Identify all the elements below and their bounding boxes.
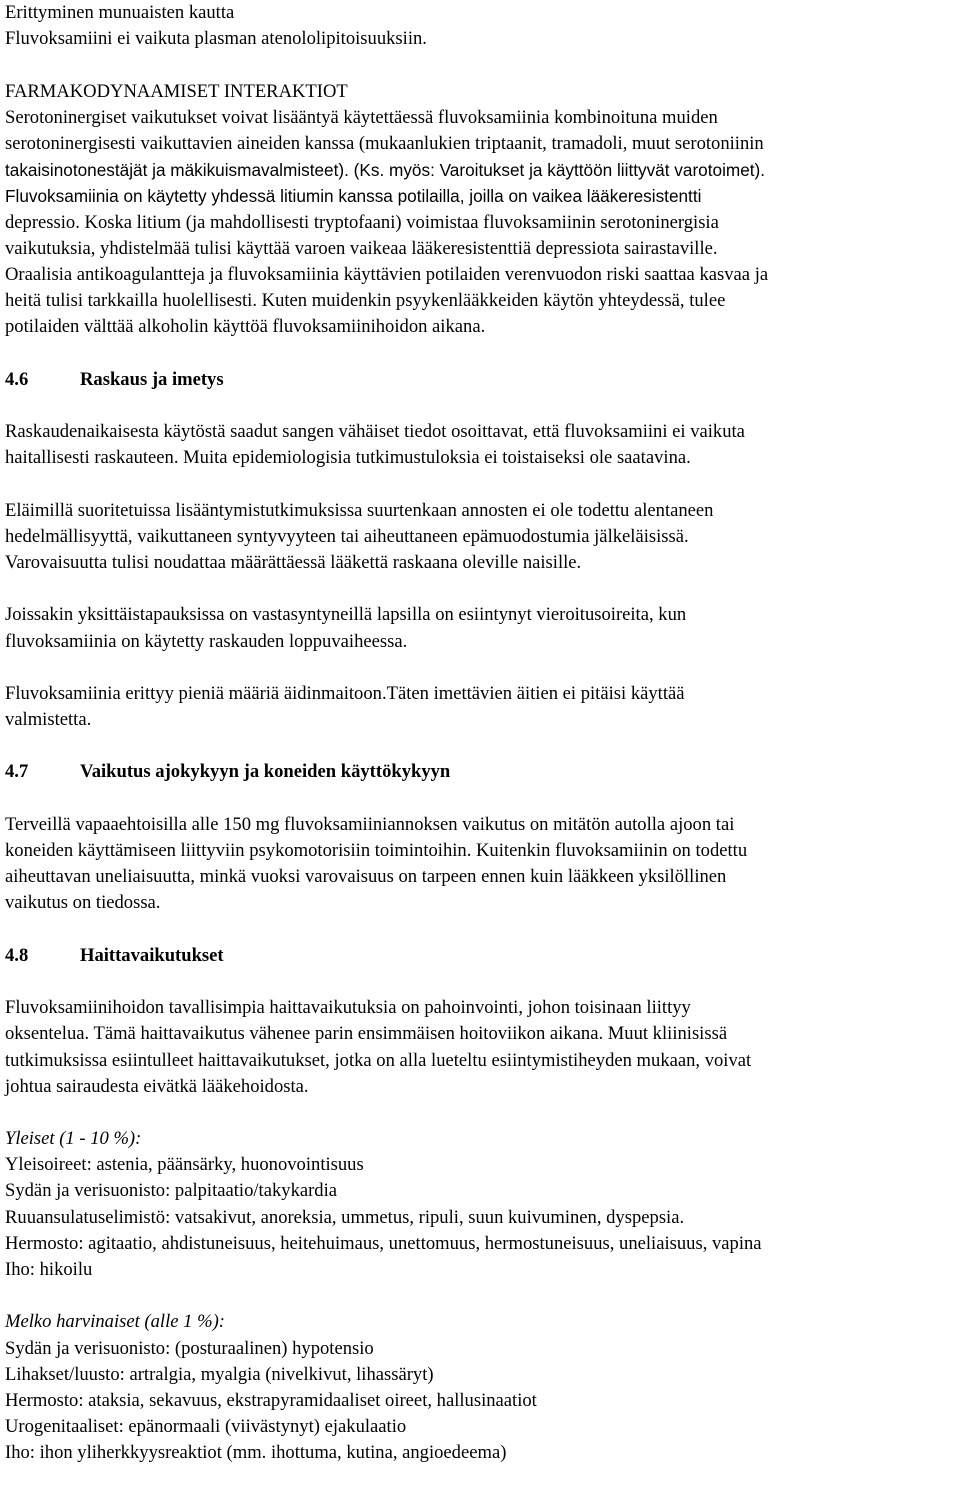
list-item: Iho: ihon yliherkkyysreaktiot (mm. ihottuma, kutina, angioedeema) — [5, 1442, 507, 1464]
list-item: Ruuansulatuselimistö: vatsakivut, anoreksia, ummetus, ripuli, suun kuivuminen, dyspepsia. — [5, 1206, 685, 1228]
text-line: vaikutuksia, yhdistelmää tulisi käyttää varoen vaikeaa lääkeresistenttiä depressiota sairastaville. — [5, 237, 718, 259]
text-line: Oraalisia antikoagulantteja ja fluvoksamiinia käyttävien potilaiden verenvuodon riski saattaa kasvaa ja — [5, 263, 769, 285]
text-line: fluvoksamiinia on käytetty raskauden loppuvaiheessa. — [5, 630, 408, 652]
text-line: Fluvoksamiinia on käytetty yhdessä litiumin kanssa potilailla, joilla on vaikea lääkeresistentti — [5, 186, 702, 207]
text-line: Terveillä vapaaehtoisilla alle 150 mg fluvoksamiiniannoksen vaikutus on mitätön autolla ajoon tai — [5, 813, 735, 835]
text-line: Fluvoksamiinihoidon tavallisimpia haittavaikutuksia on pahoinvointi, johon toisinaan liittyy — [5, 997, 691, 1019]
text-line: oksentelua. Tämä haittavaikutus vähenee parin ensimmäisen hoitoviikon aikana. Muut kliinisissä — [5, 1023, 728, 1045]
section-heading — [5, 943, 955, 969]
text-line: Fluvoksamiini ei vaikuta plasman atenololipitoisuuksiin. — [5, 28, 427, 50]
section-heading — [5, 367, 955, 393]
text-line: takaisinotonestäjät ja mäkikuismavalmisteet). (Ks. myös: Varoitukset ja käyttöön liittyvät varotoimet). — [5, 160, 766, 181]
text-line: depressio. Koska litium (ja mahdollisesti tryptofaani) voimistaa fluvoksamiinin serotoninergisia — [5, 211, 719, 233]
text-line: Eläimillä suoritetuissa lisääntymistutkimuksissa suurtenkaan annosten ei ole todettu alentaneen — [5, 499, 714, 521]
text-line: aiheuttavan uneliaisuutta, minkä vuoksi varovaisuus on tarpeen ennen kuin lääkkeen yksilöllinen — [5, 866, 727, 888]
text-line: valmistetta. — [5, 709, 92, 731]
text-line: heitä tulisi tarkkailla huolellisesti. Kuten muidenkin psyykenlääkkeiden käytön yhteydessä, tulee — [5, 290, 726, 312]
list-item: Lihakset/luusto: artralgia, myalgia (nivelkivut, lihassäryt) — [5, 1363, 434, 1385]
list-item: Iho: hikoilu — [5, 1259, 93, 1280]
text-line: vaikutus on tiedossa. — [5, 892, 161, 914]
list-item: Sydän ja verisuonisto: palpitaatio/takykardia — [5, 1180, 338, 1202]
text-line: tutkimuksissa esiintulleet haittavaikutukset, jotka on alla lueteltu esiintymistiheyden mukaan, voivat — [5, 1049, 752, 1071]
text-line: Fluvoksamiinia erittyy pieniä määriä äidinmaitoon.Täten imettävien äitien ei pitäisi käyttää — [5, 682, 685, 704]
list-item: Urogenitaaliset: epänormaali (viivästynyt) ejakulaatio — [5, 1416, 407, 1438]
section-heading — [5, 759, 955, 785]
list-item: Hermosto: ataksia, sekavuus, ekstrapyramidaaliset oireet, hallusinaatiot — [5, 1389, 537, 1411]
text-line: koneiden käyttämiseen liittyviin psykomotorisiin toimintoihin. Kuitenkin fluvoksamiinin on todettu — [5, 840, 748, 861]
text-line: serotoninergisesti vaikuttavien aineiden kanssa (mukaanlukien triptaanit, tramadoli, muut serotoniinin — [5, 132, 764, 154]
text-line: Varovaisuutta tulisi noudattaa määrättäessä lääkettä raskaana oleville naisille. — [5, 551, 582, 573]
section-heading-title: Haittavaikutukset — [80, 944, 224, 966]
text-line: potilaiden välttää alkoholin käyttöä fluvoksamiinihoidon aikana. — [5, 316, 486, 338]
text-line: johtua sairaudesta eivätkä lääkehoidosta. — [5, 1075, 309, 1097]
text-line: hedelmällisyyttä, vaikuttaneen syntyvyyteen tai aiheuttaneen epämuodostumia jälkeläisissä. — [5, 525, 689, 547]
section-heading-title: Raskaus ja imetys — [80, 368, 224, 390]
section-title: FARMAKODYNAAMISET INTERAKTIOT — [5, 80, 348, 102]
text-line: haitallisesti raskauteen. Muita epidemiologisia tutkimustuloksia ei toistaiseksi ole saatavina. — [5, 447, 691, 469]
list-item: Sydän ja verisuonisto: (posturaalinen) hypotensio — [5, 1337, 374, 1359]
section-number: 4.8 — [5, 944, 29, 966]
text-line: Erittyminen munuaisten kautta — [5, 2, 235, 23]
text-line: Joissakin yksittäistapauksissa on vastasyntyneillä lapsilla on esiintynyt vieroitusoireita, kun — [5, 604, 687, 626]
list-item: Hermosto: agitaatio, ahdistuneisuus, heitehuimaus, unettomuus, hermostuneisuus, uneliaisuus, vapina — [5, 1232, 762, 1254]
section-number: 4.6 — [5, 368, 29, 390]
section-number: 4.7 — [5, 761, 29, 783]
section-heading-title: Vaikutus ajokykyyn ja koneiden käyttökykyyn — [80, 761, 451, 783]
text-line: Raskaudenaikaisesta käytöstä saadut sangen vähäiset tiedot osoittavat, että fluvoksamiini ei vaikuta — [5, 421, 745, 442]
text-line: Serotoninergiset vaikutukset voivat lisääntyä käytettäessä fluvoksamiinia kombinoituna muiden — [5, 106, 718, 128]
frequency-heading: Yleiset (1 - 10 %): — [5, 1128, 142, 1150]
list-item: Yleisoireet: astenia, päänsärky, huonovointisuus — [5, 1154, 364, 1176]
document-page — [5, 0, 955, 1467]
frequency-heading: Melko harvinaiset (alle 1 %): — [5, 1311, 225, 1333]
